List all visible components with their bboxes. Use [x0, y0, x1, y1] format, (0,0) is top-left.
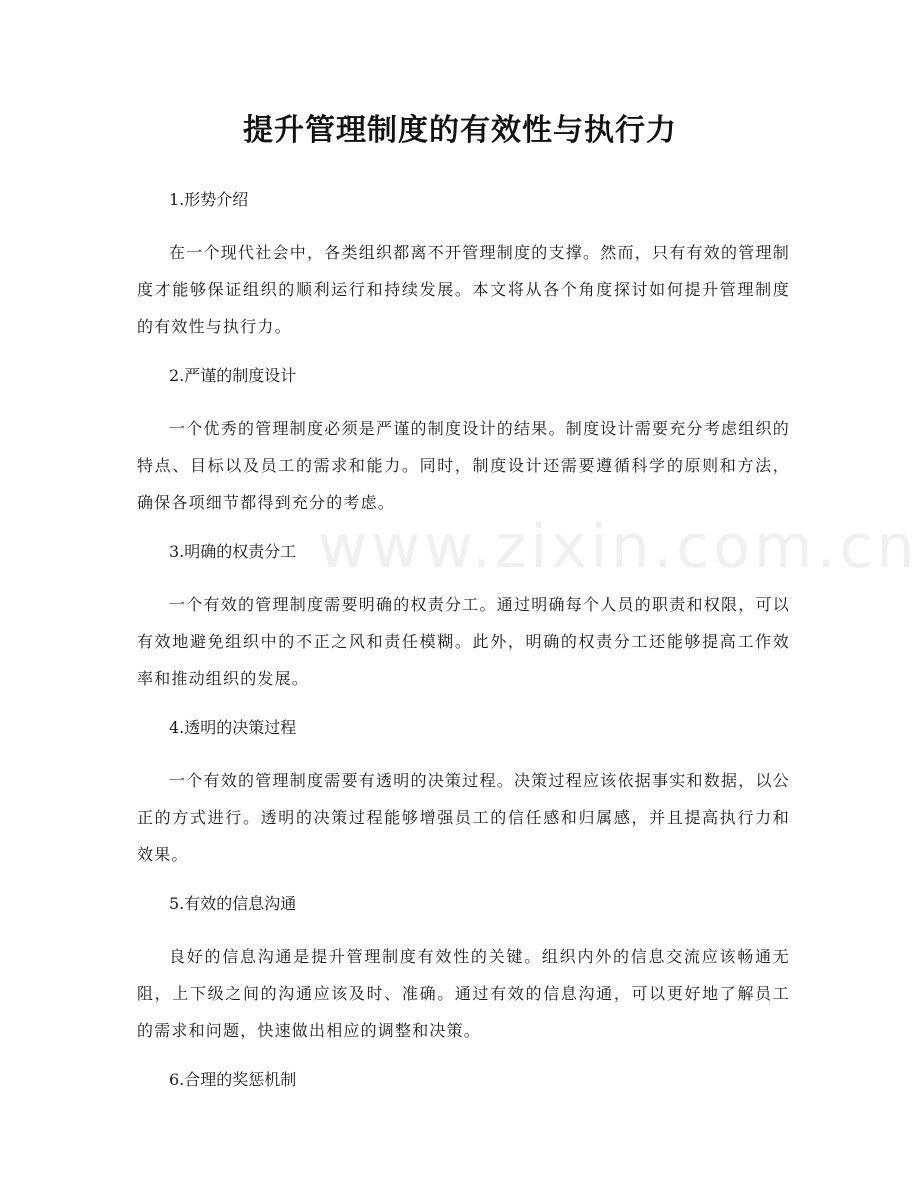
- section-paragraph-5: 良好的信息沟通是提升管理制度有效性的关键。组织内外的信息交流应该畅通无阻，上下级之间的沟通应该及时、准确。通过有效的信息沟通，可以更好地了解员工的需求和问题，快速做出相应的调整和决策。: [137, 947, 790, 1040]
- section-paragraph-1: 在一个现代社会中，各类组织都离不开管理制度的支撑。然而，只有有效的管理制度才能够保证组织的顺利运行和持续发展。本文将从各个角度探讨如何提升管理制度的有效性与执行力。: [137, 243, 790, 336]
- section-heading-3: 3.明确的权责分工: [169, 542, 297, 561]
- document-title: 提升管理制度的有效性与执行力: [243, 113, 677, 148]
- section-heading-4: 4.透明的决策过程: [169, 718, 297, 737]
- section-paragraph-4: 一个有效的管理制度需要有透明的决策过程。决策过程应该依据事实和数据，以公正的方式进行。透明的决策过程能够增强员工的信任感和归属感，并且提高执行力和效果。: [137, 771, 790, 864]
- section-heading-5: 5.有效的信息沟通: [169, 894, 297, 913]
- section-paragraph-2: 一个优秀的管理制度必须是严谨的制度设计的结果。制度设计需要充分考虑组织的特点、目标以及员工的需求和能力。同时，制度设计还需要遵循科学的原则和方法，确保各项细节都得到充分的考虑。: [137, 419, 790, 512]
- section-heading-1: 1.形势介绍: [169, 190, 249, 209]
- section-heading-2: 2.严谨的制度设计: [169, 366, 297, 385]
- section-heading-6: 6.合理的奖惩机制: [169, 1070, 297, 1089]
- section-paragraph-3: 一个有效的管理制度需要明确的权责分工。通过明确每个人员的职责和权限，可以有效地避免组织中的不正之风和责任模糊。此外，明确的权责分工还能够提高工作效率和推动组织的发展。: [137, 595, 790, 688]
- watermark: www.zixin.com.cn: [318, 512, 919, 582]
- document-body: [137, 186, 790, 1094]
